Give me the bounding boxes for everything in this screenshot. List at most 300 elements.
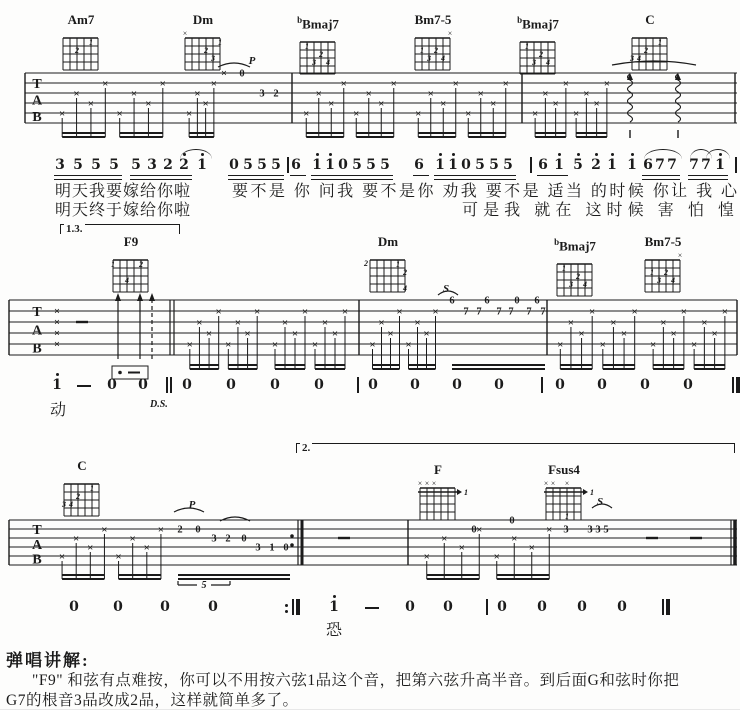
jianpu-note: 0 <box>597 377 607 393</box>
jianpu-note: 5 <box>380 157 390 173</box>
jianpu-note: 0 <box>577 599 587 615</box>
jianpu-barline <box>357 377 359 393</box>
finger-number: 4 <box>69 500 73 509</box>
final-barline <box>666 599 670 615</box>
strum-x: × <box>205 328 213 340</box>
jianpu-note: 5 <box>475 157 485 173</box>
jianpu-note: 0 <box>270 377 280 393</box>
jianpu-note: 0 <box>617 599 627 615</box>
jianpu-note: 0 <box>226 377 236 393</box>
strum-x: × <box>102 78 109 90</box>
tab-note: 7 <box>526 306 532 318</box>
jianpu-note: 0 <box>640 377 650 393</box>
beam-underline <box>130 175 192 176</box>
strum-x: × <box>215 306 222 318</box>
jianpu-note: 3 <box>147 157 157 173</box>
muted-string-x: × <box>431 479 437 488</box>
chord-diagram-C <box>624 14 676 83</box>
jianpu-note: 0 <box>452 377 462 393</box>
jianpu-note: 2 <box>588 158 604 172</box>
tab-letter: A <box>31 537 43 553</box>
strum-x: × <box>557 339 564 351</box>
finger-number: 2 <box>576 272 580 282</box>
strum-x: × <box>145 98 152 110</box>
tab-note: 0 <box>471 524 477 536</box>
volta-label: 2. <box>302 442 311 454</box>
jianpu-note: 0 <box>138 377 148 393</box>
jianpu-note: 6 <box>414 157 424 173</box>
chord-name: Fsus4 <box>548 462 580 477</box>
lyric-line: 要不是 你 问我 要不是你 劝我 要不是 适当 的时候 你让 我 心 <box>232 183 737 200</box>
tab-note: 1 <box>269 542 275 554</box>
chord-grid <box>512 32 564 82</box>
strum-x: × <box>572 108 580 120</box>
strum-x: × <box>311 339 319 351</box>
chord-grid <box>105 250 157 300</box>
strum-x: × <box>196 317 203 329</box>
finger-number: 4 <box>125 276 129 285</box>
finger-number: 2 <box>664 268 668 277</box>
lyric-line: 动 <box>50 402 68 419</box>
strum-x: × <box>670 328 677 340</box>
finger-number: 1 <box>658 38 662 47</box>
finger-number: 4 <box>326 58 330 68</box>
jianpu-note: 0 <box>69 599 79 615</box>
beam-underline <box>434 175 516 176</box>
strum-x: × <box>303 108 310 120</box>
jianpu-note: 5 <box>243 157 253 173</box>
strum-x: × <box>87 542 94 554</box>
repeat-barline <box>292 599 294 615</box>
beam-underline <box>130 179 192 180</box>
strum-x: × <box>341 306 349 318</box>
jianpu-dash <box>77 385 91 387</box>
beam-underline <box>311 179 393 180</box>
strum-x: × <box>511 533 518 545</box>
tab-letter: T <box>32 305 42 321</box>
arpeggio-squiggle-icon <box>676 74 681 122</box>
finger-number: 3 <box>569 280 573 290</box>
tab-note: 3 <box>595 524 601 536</box>
jianpu-note: 2 <box>163 157 173 173</box>
finger-number: 1 <box>396 260 400 269</box>
strum-x: × <box>331 328 339 340</box>
finger-number: 3 <box>211 54 215 63</box>
finger-number: 4 <box>671 276 675 285</box>
strum-x: × <box>458 542 465 554</box>
jianpu-note: 5 <box>73 157 83 173</box>
strum-x: × <box>452 78 459 90</box>
footer-explanation-line1: "F9" 和弦有点难按，你可以不用按六弦1品这个音，把第六弦升高半音。到后面G和弦时你把 <box>32 672 680 689</box>
finger-number: 3 <box>312 58 316 68</box>
jianpu-note: 0 <box>160 599 170 615</box>
final-barline <box>732 377 734 393</box>
strum-x: × <box>73 88 80 100</box>
finger-number: 3 <box>62 500 66 509</box>
lyric-line: 明天我要嫁给你啦 <box>55 183 192 200</box>
jianpu-note: 0 <box>182 377 192 393</box>
tuplet-number: 5 <box>201 580 207 591</box>
jianpu-note: 0 <box>338 157 348 173</box>
chord-name: F9 <box>123 234 139 249</box>
lyric-line: 可是我 就在 这时候 害 怕 惶 <box>462 202 734 219</box>
tab-letter: B <box>32 552 42 568</box>
strum-x: × <box>328 98 335 110</box>
chord-diagram-bBmaj7 <box>292 14 344 87</box>
chord-grid <box>624 28 676 78</box>
strum-x: × <box>603 78 611 90</box>
jianpu-note: 0 <box>405 599 415 615</box>
chord-diagram-F9 <box>105 236 157 305</box>
strum-x: × <box>649 339 657 351</box>
tab-note: × <box>54 317 60 329</box>
finger-number: 1 <box>218 38 222 47</box>
beam-underline <box>54 175 122 176</box>
chord-grid <box>637 250 689 300</box>
tab-letter: T <box>32 77 42 92</box>
finger-number: 2 <box>319 50 323 60</box>
jianpu-note: 1 <box>309 158 325 172</box>
jianpu-note: 1 <box>712 158 728 172</box>
tab-letter: A <box>31 93 43 109</box>
tab-note: × <box>54 306 60 318</box>
strum-x: × <box>301 306 309 318</box>
jianpu-note: 0 <box>494 377 504 393</box>
strum-x: × <box>87 98 95 110</box>
chord-name: Bm7-5 <box>644 234 682 249</box>
jianpu-note: 0 <box>443 599 453 615</box>
strum-x: × <box>477 88 484 100</box>
strum-x: × <box>115 551 122 563</box>
technique-label: S <box>596 496 604 508</box>
strum-x: × <box>562 78 570 90</box>
strum-x: × <box>353 108 360 120</box>
strum-x: × <box>378 98 385 110</box>
finger-number: 2 <box>76 492 80 501</box>
strum-x: × <box>281 317 289 329</box>
tab-letter: T <box>32 522 42 538</box>
strum-x: × <box>490 98 497 110</box>
volta-bracket <box>60 224 180 234</box>
finger-number: 2 <box>403 268 407 277</box>
strum-x: × <box>415 108 422 120</box>
chord-grid <box>412 478 468 528</box>
strum-x: × <box>578 328 585 340</box>
strum-x: × <box>427 88 434 100</box>
strum-x: × <box>390 78 397 90</box>
beam-underline <box>228 179 284 180</box>
strum-x: × <box>423 328 430 340</box>
finger-number: 4 <box>441 54 445 63</box>
strum-x: × <box>340 78 347 90</box>
strum-x: × <box>202 98 209 110</box>
muted-string-x: × <box>447 29 453 38</box>
strum-x: × <box>680 306 688 318</box>
final-barline <box>662 599 664 615</box>
repeat-barline <box>296 599 300 615</box>
strum-x: × <box>610 317 617 329</box>
finger-number: 4 <box>403 284 407 293</box>
beam-underline <box>688 175 728 176</box>
strum-x: × <box>101 524 108 536</box>
chord-grid <box>407 28 459 78</box>
beam-underline <box>413 175 429 176</box>
chord-name: Bm7-5 <box>414 12 452 27</box>
muted-string-x: × <box>543 479 549 488</box>
tab-note: 7 <box>508 306 514 318</box>
jianpu-note: 7 <box>701 157 711 173</box>
footer-heading: 弹唱讲解: <box>6 651 90 670</box>
jianpu-note: 2 <box>176 158 192 172</box>
strum-x: × <box>129 533 136 545</box>
muted-string-x: × <box>182 29 188 38</box>
chord-diagram-Am7 <box>55 14 107 83</box>
strum-x: × <box>711 328 718 340</box>
strum-x: × <box>493 551 500 563</box>
beam-underline <box>537 175 568 176</box>
jianpu-barline <box>735 157 737 173</box>
tab-staff-3 <box>9 496 737 591</box>
tab-note: 3 <box>211 533 217 545</box>
finger-number: 1 <box>90 484 94 493</box>
strum-x: × <box>567 317 575 329</box>
volta-label: 1.3. <box>66 223 83 235</box>
tab-note: 3 <box>255 542 261 554</box>
strum-x: × <box>440 98 447 110</box>
jianpu-note: 1 <box>445 158 461 172</box>
chord-name: Dm <box>192 12 214 27</box>
jianpu-note: 0 <box>555 377 565 393</box>
volta-bracket <box>296 443 735 453</box>
jianpu-double-barline <box>170 377 172 393</box>
chord-grid <box>292 32 344 82</box>
finger-number: 2 <box>75 46 79 55</box>
strum-x: × <box>185 108 193 120</box>
tab-note: 7 <box>540 306 546 318</box>
tab-note: 2 <box>225 533 231 545</box>
jianpu-barline <box>486 599 488 615</box>
final-barline <box>736 377 740 393</box>
strum-x: × <box>701 317 708 329</box>
tab-note: 0 <box>509 515 515 527</box>
strum-x: × <box>465 108 472 120</box>
tab-note: 2 <box>177 524 183 536</box>
chord-grid <box>362 250 414 300</box>
strum-x: × <box>116 108 123 120</box>
finger-number: 2 <box>139 260 143 269</box>
finger-number: 3 <box>532 58 536 68</box>
chord-diagram-Dm <box>362 236 414 305</box>
tab-note: × <box>54 339 60 351</box>
jianpu-barline <box>530 157 532 173</box>
technique-label: P <box>248 55 256 67</box>
strum-x: × <box>589 306 596 318</box>
beam-underline <box>642 179 680 180</box>
ds-marking: D.S. <box>150 399 168 410</box>
jianpu-double-barline <box>166 377 168 393</box>
finger-number: 3 <box>657 276 661 285</box>
arrow-label: 1 <box>464 488 468 497</box>
jianpu-note: 0 <box>410 377 420 393</box>
tab-letter: B <box>32 341 42 357</box>
jianpu-note: 5 <box>570 158 586 172</box>
strum-x: × <box>396 306 403 318</box>
strum-x: × <box>159 78 166 90</box>
beam-underline <box>290 175 306 176</box>
strum-x: × <box>271 339 279 351</box>
lyric-line: 明天终于嫁给你啦 <box>55 202 192 219</box>
jianpu-note: 6 <box>538 157 548 173</box>
jianpu-note: 0 <box>461 157 471 173</box>
jianpu-note: 0 <box>113 599 123 615</box>
muted-string-x: × <box>417 479 423 488</box>
finger-number: 1 <box>650 268 654 277</box>
jianpu-note: 5 <box>91 157 101 173</box>
finger-number: 1 <box>111 260 115 269</box>
strum-x: × <box>546 524 553 536</box>
lyric-line: 恐 <box>326 622 344 639</box>
jianpu-note: 1 <box>194 158 210 172</box>
strum-x: × <box>542 88 549 100</box>
finger-number: 3 <box>427 54 431 63</box>
tab-note: 7 <box>496 306 502 318</box>
chord-grid <box>55 28 107 78</box>
jianpu-note: 7 <box>667 157 677 173</box>
finger-number: 4 <box>546 58 550 68</box>
chord-diagram-Dm <box>177 14 229 83</box>
arrow-label: 1 <box>590 488 594 497</box>
jianpu-note: 0 <box>229 157 239 173</box>
jianpu-note: 0 <box>107 377 117 393</box>
chord-diagram-F <box>412 462 468 533</box>
strum-x: × <box>531 108 539 120</box>
jianpu-note: 5 <box>352 157 362 173</box>
tab-note: 0 <box>283 542 289 554</box>
strum-x: × <box>387 328 394 340</box>
finger-number: 1 <box>420 46 424 55</box>
strum-x: × <box>157 524 165 536</box>
jianpu-note: 0 <box>314 377 324 393</box>
jianpu-note: 5 <box>131 157 141 173</box>
jianpu-note: 1 <box>551 158 567 172</box>
strum-x: × <box>225 339 232 351</box>
jianpu-note: 3 <box>55 157 65 173</box>
chord-name: $^b$Bmaj7 <box>517 15 559 32</box>
tab-note: 7 <box>463 306 469 318</box>
strum-x: × <box>423 551 430 563</box>
tab-note: 0 <box>514 295 520 307</box>
strum-x: × <box>143 542 150 554</box>
jianpu-note: 5 <box>257 157 267 173</box>
jianpu-note: 1 <box>49 378 65 392</box>
chord-name: F <box>434 462 442 477</box>
tab-note: 5 <box>603 524 609 536</box>
tab-note: 0 <box>241 533 247 545</box>
muted-string-x: × <box>677 251 683 260</box>
strum-x: × <box>254 306 261 318</box>
jianpu-note: 0 <box>208 599 218 615</box>
tab-note: 2 <box>273 88 279 100</box>
jianpu-note: 6 <box>291 157 301 173</box>
jianpu-note: 5 <box>489 157 499 173</box>
finger-number: 2 <box>539 50 543 60</box>
strum-x: × <box>599 339 606 351</box>
chord-diagram-C <box>56 460 108 529</box>
strum-x: × <box>315 88 322 100</box>
chord-grid <box>549 254 601 304</box>
chord-name: $^b$Bmaj7 <box>554 237 596 254</box>
finger-number: 1 <box>89 38 93 47</box>
jianpu-note: 1 <box>326 600 342 614</box>
strum-x: × <box>194 88 201 100</box>
tab-note: × <box>221 68 227 80</box>
chord-grid <box>177 28 229 78</box>
repeat-dots <box>285 601 288 616</box>
jianpu-note: 0 <box>683 377 693 393</box>
jianpu-note: 1 <box>604 158 620 172</box>
tab-note: × <box>54 328 60 340</box>
strum-x: × <box>378 317 385 329</box>
strum-x: × <box>291 328 299 340</box>
strum-x: × <box>631 306 638 318</box>
beam-underline <box>434 179 516 180</box>
jianpu-note: 5 <box>109 157 119 173</box>
strum-x: × <box>690 339 698 351</box>
chord-name: C <box>77 458 87 473</box>
finger-number: 1 <box>565 512 569 521</box>
chord-diagram-Fsus4 <box>538 462 594 533</box>
strum-x: × <box>441 533 448 545</box>
strum-x: × <box>59 108 66 120</box>
strum-x: × <box>414 317 421 329</box>
strum-x: × <box>552 98 559 110</box>
strum-x: × <box>130 88 138 100</box>
technique-label: S <box>442 283 450 295</box>
strum-x: × <box>186 339 193 351</box>
jianpu-note: 7 <box>689 157 699 173</box>
strum-x: × <box>660 317 667 329</box>
chord-name: Dm <box>377 234 399 249</box>
chord-grid <box>56 474 108 524</box>
beam-underline <box>311 175 393 176</box>
chord-name: C <box>645 12 655 27</box>
fret-position: 2 <box>364 259 368 268</box>
strum-x: × <box>583 88 590 100</box>
tab-note: 0 <box>195 524 201 536</box>
muted-string-x: × <box>550 479 556 488</box>
finger-number: 3 <box>630 54 634 63</box>
strum-x: × <box>321 317 329 329</box>
strum-x: × <box>528 542 535 554</box>
chord-name: Am7 <box>67 12 95 27</box>
strum-x: × <box>58 551 66 563</box>
jianpu-barline <box>541 377 543 393</box>
beam-underline <box>642 175 680 176</box>
muted-string-x: × <box>424 479 430 488</box>
strum-x: × <box>620 328 628 340</box>
finger-number: 2 <box>434 46 438 55</box>
tab-note: 7 <box>476 306 482 318</box>
tab-letter: B <box>32 110 42 125</box>
jianpu-note: 0 <box>368 377 378 393</box>
finger-number: 4 <box>637 54 641 63</box>
strum-x: × <box>369 339 376 351</box>
finger-number: 4 <box>583 280 587 290</box>
tab-note: 3 <box>563 524 569 536</box>
beam-underline <box>228 175 284 176</box>
strum-x: × <box>593 98 600 110</box>
strum-x: × <box>502 78 509 90</box>
